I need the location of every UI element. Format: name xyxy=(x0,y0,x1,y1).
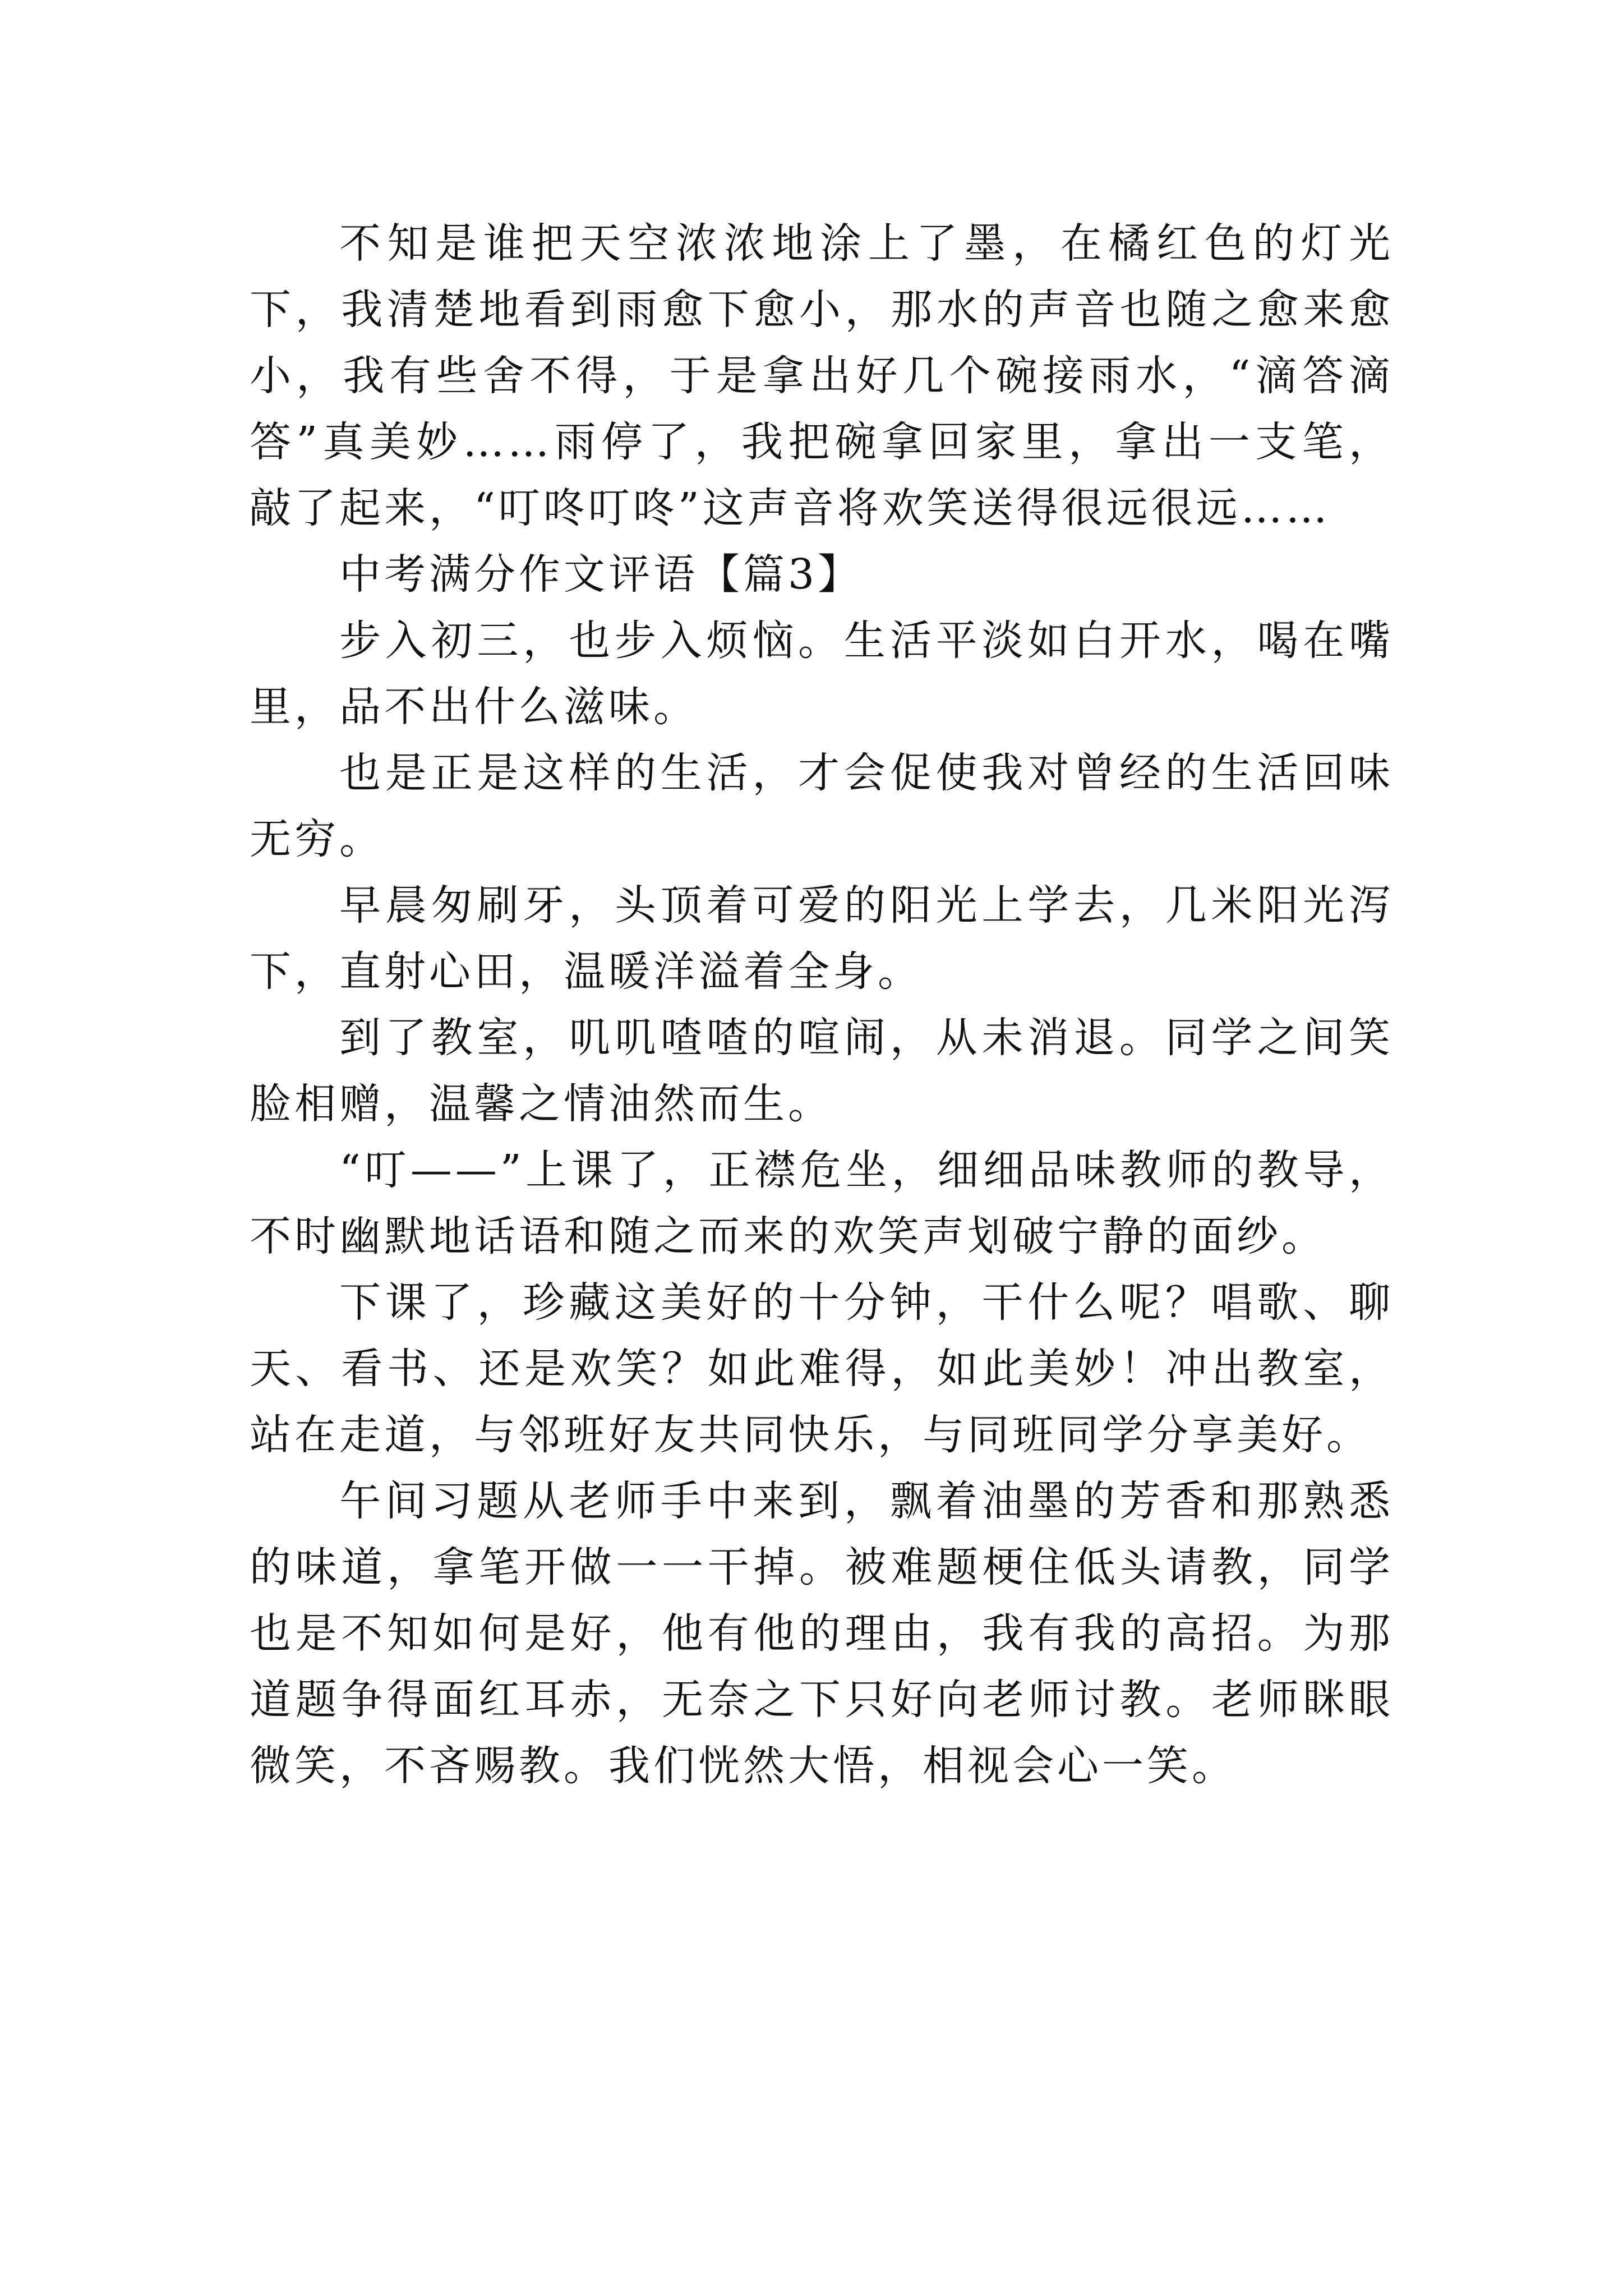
paragraph-reflection: 也是正是这样的生活，才会促使我对曾经的生活回味无穷。 xyxy=(250,749,1394,863)
paragraph-break-time: 下课了，珍藏这美好的十分钟，干什么呢？唱歌、聊天、看书、还是欢笑？如此难得，如此美妙！冲出教室，站在走道，与邻班好友共同快乐，与同班同学分享美好。 xyxy=(250,1278,1394,1459)
paragraph-morning: 早晨匆刷牙，头顶着可爱的阳光上学去，几米阳光泻下，直射心田，温暖洋溢着全身。 xyxy=(250,881,1394,996)
document-body xyxy=(250,210,1394,1799)
paragraph-class-begins: “叮——”上课了，正襟危坐，细细品味教师的教导，不时幽默地话语和随之而来的欢笑声划破宁静的面纱。 xyxy=(250,1146,1394,1260)
paragraph-rain: 不知是谁把天空浓浓地涂上了墨，在橘红色的灯光下，我清楚地看到雨愈下愈小，那水的声音也随之愈来愈小，我有些舍不得，于是拿出好几个碗接雨水，“滴答滴答”真美妙……雨停了，我把碗拿回家里，拿出一支笔，敲了起来，“叮咚叮咚”这声音将欢笑送得很远很远…… xyxy=(250,219,1394,532)
paragraph-classroom: 到了教室，叽叽喳喳的喧闹，从未消退。同学之间笑脸相赠，温馨之情油然而生。 xyxy=(250,1014,1394,1128)
section-heading: 中考满分作文评语【篇3】 xyxy=(339,550,863,599)
paragraph-grade-three: 步入初三，也步入烦恼。生活平淡如白开水，喝在嘴里，品不出什么滋味。 xyxy=(250,616,1394,731)
paragraph-noon-exercises: 午间习题从老师手中来到，飘着油墨的芳香和那熟悉的味道，拿笔开做一一干掉。被难题梗住低头请教，同学也是不知如何是好，他有他的理由，我有我的高招。为那道题争得面红耳赤，无奈之下只好向老师讨教。老师眯眼微笑，不吝赐教。我们恍然大悟，相视会心一笑。 xyxy=(250,1477,1394,1790)
